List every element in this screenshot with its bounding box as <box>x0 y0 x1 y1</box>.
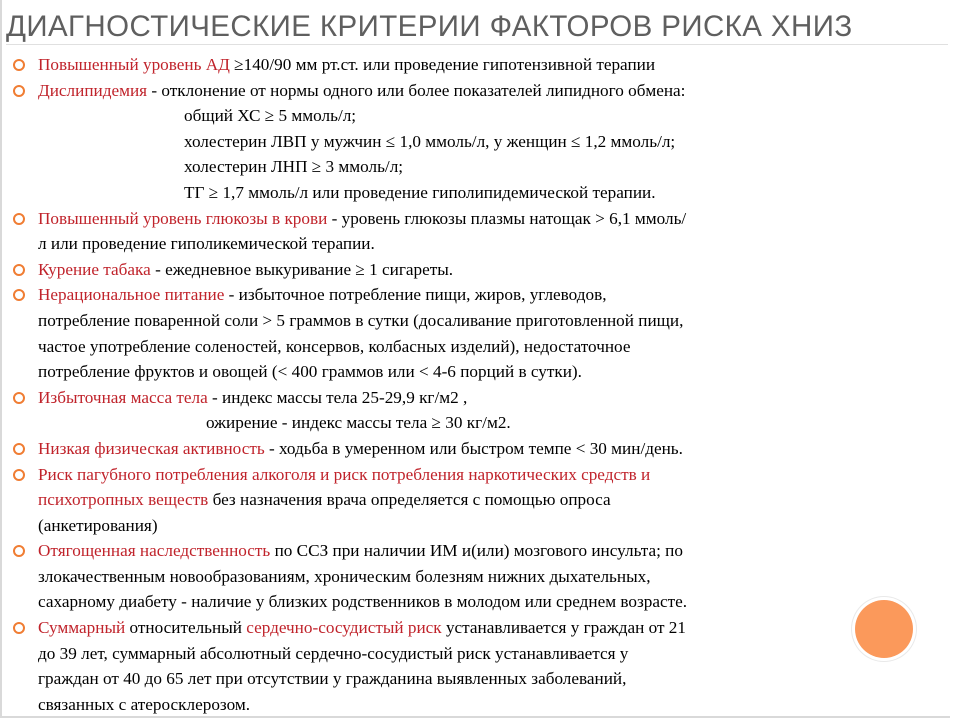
description: по ССЗ при наличии ИМ и(или) мозгового инсульта; по <box>270 541 683 561</box>
description: - уровень глюкозы плазмы натощак > 6,1 ммоль/ <box>327 208 687 228</box>
criteria-list <box>6 52 946 717</box>
circle-bullet-icon <box>13 469 25 481</box>
description: - индекс массы тела 25-29,9 кг/м2 , <box>207 387 468 407</box>
description-continued: сахарному диабету - наличие у близких родственников в молодом или среднем возрасте. <box>38 592 688 612</box>
circle-bullet-icon <box>13 213 25 225</box>
term: Повышенный уровень глюкозы в крови <box>38 208 328 228</box>
list-item-blood-pressure <box>6 52 946 78</box>
description: - ходьба в умеренном или быстром темпе < 30 мин/день. <box>264 438 683 458</box>
circle-bullet-icon <box>13 622 25 634</box>
circle-bullet-icon <box>13 392 25 404</box>
circle-bullet-icon <box>13 443 25 455</box>
sub-line: холестерин ЛНП ≥ 3 ммоль/л; <box>184 157 404 177</box>
description-continued: частое употребление соленостей, консервов, колбасных изделий), недостаточное <box>38 336 631 356</box>
orange-circle-decor <box>855 600 913 658</box>
term: Избыточная масса тела <box>38 387 208 407</box>
description-continued: (анкетирования) <box>38 515 158 535</box>
sub-line: холестерин ЛВП у мужчин ≤ 1,0 ммоль/л, у женщин ≤ 1,2 ммоль/л; <box>184 131 676 151</box>
description-continued: связанных с атеросклерозом. <box>38 694 251 714</box>
term: Суммарный <box>38 618 126 638</box>
term: Риск пагубного потребления алкоголя и риск потребления наркотических средств и <box>38 464 651 484</box>
description: ≥140/90 мм рт.ст. или проведение гипотензивной терапии <box>229 55 656 74</box>
term: Курение табака <box>38 259 151 279</box>
circle-bullet-icon <box>13 545 25 557</box>
description: - избыточное потребление пищи, жиров, углеводов, <box>224 285 607 305</box>
list-item-heredity <box>6 538 946 615</box>
description-continued: потребление поваренной соли > 5 граммов в сутки (досаливание приготовленной пищи, <box>38 310 684 330</box>
description: - отклонение от нормы одного или более показателей липидного обмена: <box>147 80 686 100</box>
term: Нерациональное питание <box>38 285 225 305</box>
term: Дислипидемия <box>38 80 148 100</box>
sub-line: ожирение - индекс массы тела ≥ 30 кг/м2. <box>206 413 511 433</box>
list-item-dyslipidemia <box>6 78 946 206</box>
description-continued: л или проведение гиполикемической терапии. <box>38 234 375 254</box>
title-divider <box>6 44 948 45</box>
circle-bullet-icon <box>13 289 25 301</box>
list-item-physical-activity <box>6 436 946 462</box>
term-secondary: сердечно-сосудистый риск <box>246 618 442 638</box>
term-continued: психотропных веществ <box>38 490 209 510</box>
description-continued: потребление фруктов и овощей (< 400 граммов или < 4-6 порций в сутки). <box>38 362 582 382</box>
description: устанавливается у граждан от 21 <box>441 618 686 638</box>
list-item-nutrition <box>6 282 946 384</box>
term: Отягощенная наследственность <box>38 541 271 561</box>
description-continued: до 39 лет, суммарный абсолютный сердечно-сосудистый риск устанавливается у <box>38 643 629 663</box>
slide-title: ДИАГНОСТИЧЕСКИЕ КРИТЕРИИ ФАКТОРОВ РИСКА ХНИЗ <box>6 10 853 43</box>
circle-bullet-icon <box>13 264 25 276</box>
list-item-body-mass <box>6 385 946 436</box>
description: без назначения врача определяется с помощью опроса <box>208 490 611 510</box>
list-item-alcohol-drugs <box>6 462 946 539</box>
sub-line: общий ХС ≥ 5 ммоль/л; <box>184 106 357 126</box>
description: - ежедневное выкуривание ≥ 1 сигареты. <box>150 259 454 279</box>
description-continued: злокачественным новообразованиям, хроническим болезням нижних дыхательных, <box>38 566 651 586</box>
description: относительный <box>125 618 247 638</box>
circle-bullet-icon <box>13 85 25 97</box>
circle-bullet-icon <box>13 59 25 71</box>
description-continued: граждан от 40 до 65 лет при отсутствии у гражданина выявленных заболеваний, <box>38 669 627 689</box>
sub-line: ТГ ≥ 1,7 ммоль/л или проведение гиполипидемической терапии. <box>184 182 656 202</box>
term: Повышенный уровень АД <box>38 55 230 74</box>
list-item-cardiovascular-risk <box>6 615 946 717</box>
list-item-smoking <box>6 257 946 283</box>
list-item-glucose <box>6 206 946 257</box>
term: Низкая физическая активность <box>38 438 265 458</box>
